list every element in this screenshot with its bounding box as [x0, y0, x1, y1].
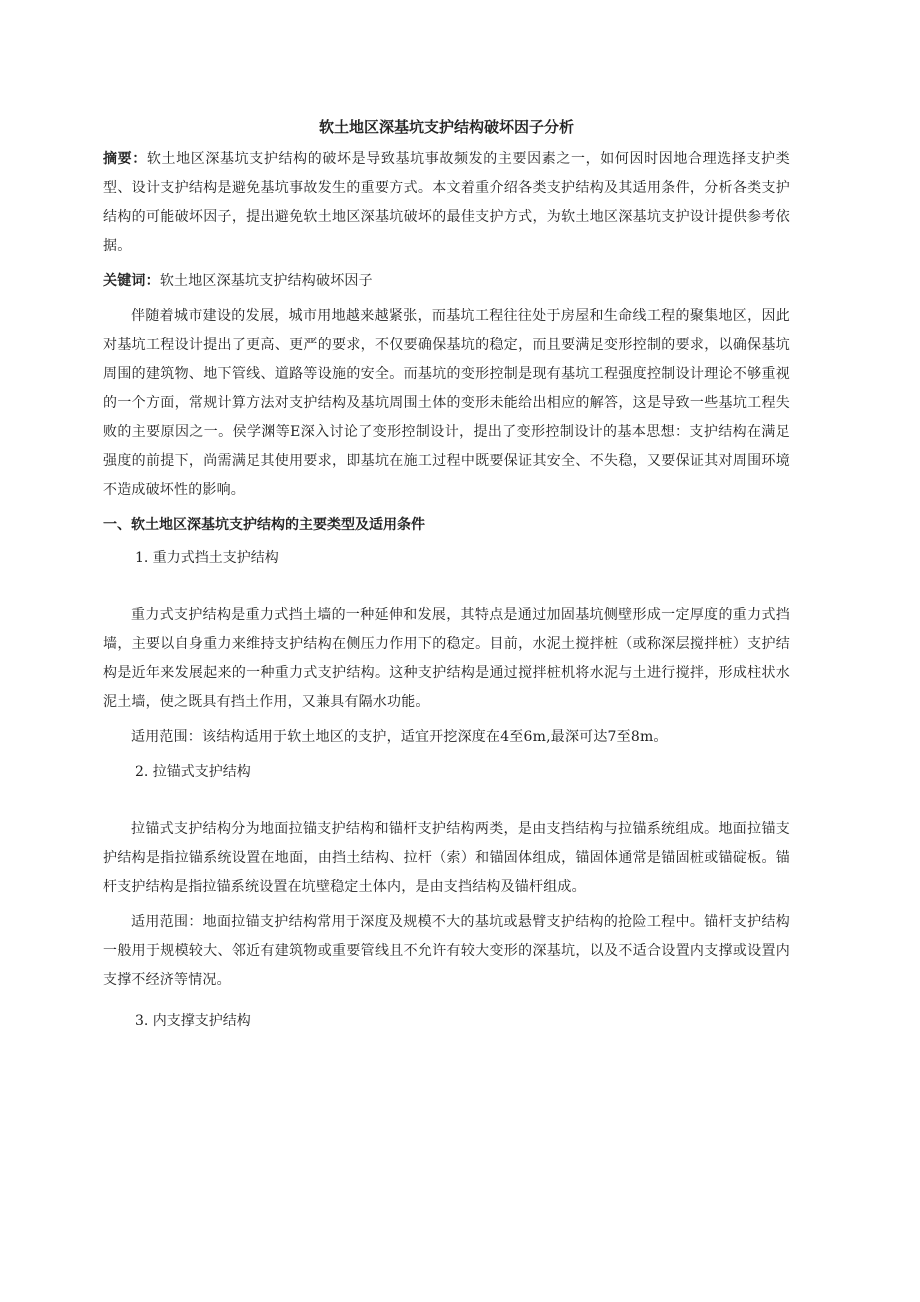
section-1-heading: 一、软土地区深基坑支护结构的主要类型及适用条件	[103, 517, 425, 533]
document-title: 软土地区深基坑支护结构破坏因子分析	[318, 118, 574, 136]
abstract-text: 软土地区深基坑支护结构的破坏是导致基坑事故频发的主要因素之一，如何因时因地合理选择支护类型、设计支护结构是避免基坑事故发生的重要方式。本文着重介绍各类支护结构及其适用条件，分析各类支护结构的可能破坏因子，提出避免软土地区深基坑破坏的最佳支护方式，为软土地区深基坑支护设计提供参考依据。	[103, 151, 790, 254]
keywords-text: 软土地区深基坑支护结构破坏因子	[159, 273, 373, 289]
keywords-label: 关键词：	[103, 273, 160, 289]
subsection-2-body: 拉锚式支护结构分为地面拉锚支护结构和锚杆支护结构两类，是由支挡结构与拉锚系统组成。地面拉锚支护结构是指拉锚系统设置在地面，由挡土结构、拉杆（索）和锚固体组成，锚固体通常是锚固桩或锚碇板。锚杆支护结构是指拉锚系统设置在坑壁稳定土体内，是由支挡结构及锚杆组成。	[103, 821, 790, 895]
subsection-1-heading: 1. 重力式挡土支护结构	[135, 550, 279, 566]
keywords-paragraph	[103, 267, 790, 296]
intro-paragraph: 伴随着城市建设的发展，城市用地越来越紧张，而基坑工程往往处于房屋和生命线工程的聚集地区，因此对基坑工程设计提出了更高、更严的要求，不仅要确保基坑的稳定，而且要满足变形控制的要求，以确保基坑周围的建筑物、地下管线、道路等设施的安全。而基坑的变形控制是现有基坑工程强度控制设计理论不够重视的一个方面，常规计算方法对支护结构及基坑周围土体的变形未能给出相应的解答，这是导致一些基坑工程失败的主要原因之一。侯学渊等E深入讨论了变形控制设计，提出了变形控制设计的基本思想：支护结构在满足强度的前提下，尚需满足其使用要求，即基坑在施工过程中既要保证其安全、不失稳，又要保证其对周围环境不造成破坏性的影响。	[103, 308, 790, 498]
subsection-1-body: 重力式支护结构是重力式挡土墙的一种延伸和发展，其特点是通过加固基坑侧壁形成一定厚度的重力式挡墙，主要以自身重力来维持支护结构在侧压力作用下的稳定。目前，水泥土搅拌桩（或称深层搅拌桩）支护结构是近年来发展起来的一种重力式支护结构。这种支护结构是通过搅拌桩机将水泥与土进行搅拌，形成柱状水泥土墙，使之既具有挡土作用，又兼具有隔水功能。	[103, 607, 790, 710]
subsection-1-scope: 适用范围：该结构适用于软土地区的支护，适宜开挖深度在4至6m,最深可达7至8m。	[131, 729, 668, 745]
abstract-paragraph	[103, 145, 790, 261]
subsection-3-heading: 3. 内支撑支护结构	[135, 1013, 251, 1029]
subsection-2-scope: 适用范围：地面拉锚支护结构常用于深度及规模不大的基坑或悬臂支护结构的抢险工程中。锚杆支护结构一般用于规模较大、邻近有建筑物或重要管线且不允许有较大变形的深基坑，以及不适合设置内支撑或设置内支撑不经济等情况。	[103, 914, 790, 988]
abstract-label: 摘要：	[103, 151, 147, 167]
subsection-2-heading: 2. 拉锚式支护结构	[135, 764, 251, 780]
